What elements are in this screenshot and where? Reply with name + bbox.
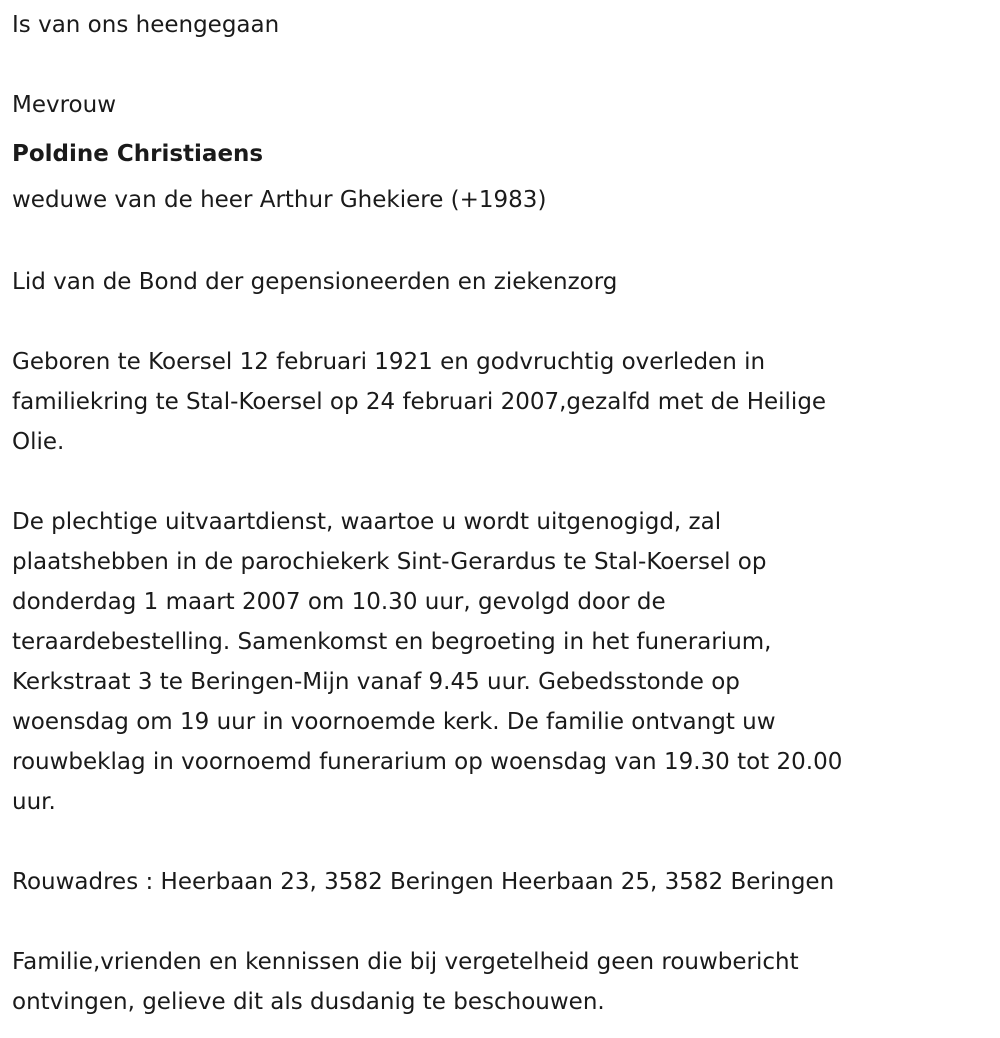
paragraph-line: woensdag om 19 uur in voornoemde kerk. De familie ontvangt uw: [12, 709, 776, 735]
deceased-name: Poldine Christiaens: [12, 141, 264, 167]
paragraph-line: ontvingen, gelieve dit als dusdanig te beschouwen.: [12, 989, 605, 1015]
paragraph-line: Kerkstraat 3 te Beringen-Mijn vanaf 9.45 uur. Gebedsstonde op: [12, 669, 740, 695]
title-text: Mevrouw: [12, 92, 117, 118]
closing-paragraph: [12, 942, 799, 1022]
paragraph-line: plaatshebben in de parochiekerk Sint-Gerardus te Stal-Koersel op: [12, 549, 767, 575]
paragraph-line: teraardebestelling. Samenkomst en begroeting in het funerarium,: [12, 629, 772, 655]
paragraph-line: familiekring te Stal-Koersel op 24 februari 2007,gezalfd met de Heilige: [12, 389, 827, 415]
address-text: Rouwadres : Heerbaan 23, 3582 Beringen Heerbaan 25, 3582 Beringen: [12, 869, 835, 895]
funeral-paragraph: [12, 502, 842, 822]
birth-death-paragraph: [12, 342, 826, 462]
paragraph-line: De plechtige uitvaartdienst, waartoe u wordt uitgenogigd, zal: [12, 509, 722, 535]
membership-text: Lid van de Bond der gepensioneerden en ziekenzorg: [12, 269, 618, 295]
paragraph-line: Familie,vrienden en kennissen die bij vergetelheid geen rouwbericht: [12, 949, 799, 975]
paragraph-line: donderdag 1 maart 2007 om 10.30 uur, gevolgd door de: [12, 589, 666, 615]
paragraph-line: uur.: [12, 789, 56, 815]
paragraph-line: Olie.: [12, 429, 65, 455]
spouse-text: weduwe van de heer Arthur Ghekiere (+1983): [12, 187, 547, 213]
paragraph-line: rouwbeklag in voornoemd funerarium op woensdag van 19.30 tot 20.00: [12, 749, 843, 775]
paragraph-line: Geboren te Koersel 12 februari 1921 en godvruchtig overleden in: [12, 349, 766, 375]
intro-text: Is van ons heengegaan: [12, 12, 280, 38]
